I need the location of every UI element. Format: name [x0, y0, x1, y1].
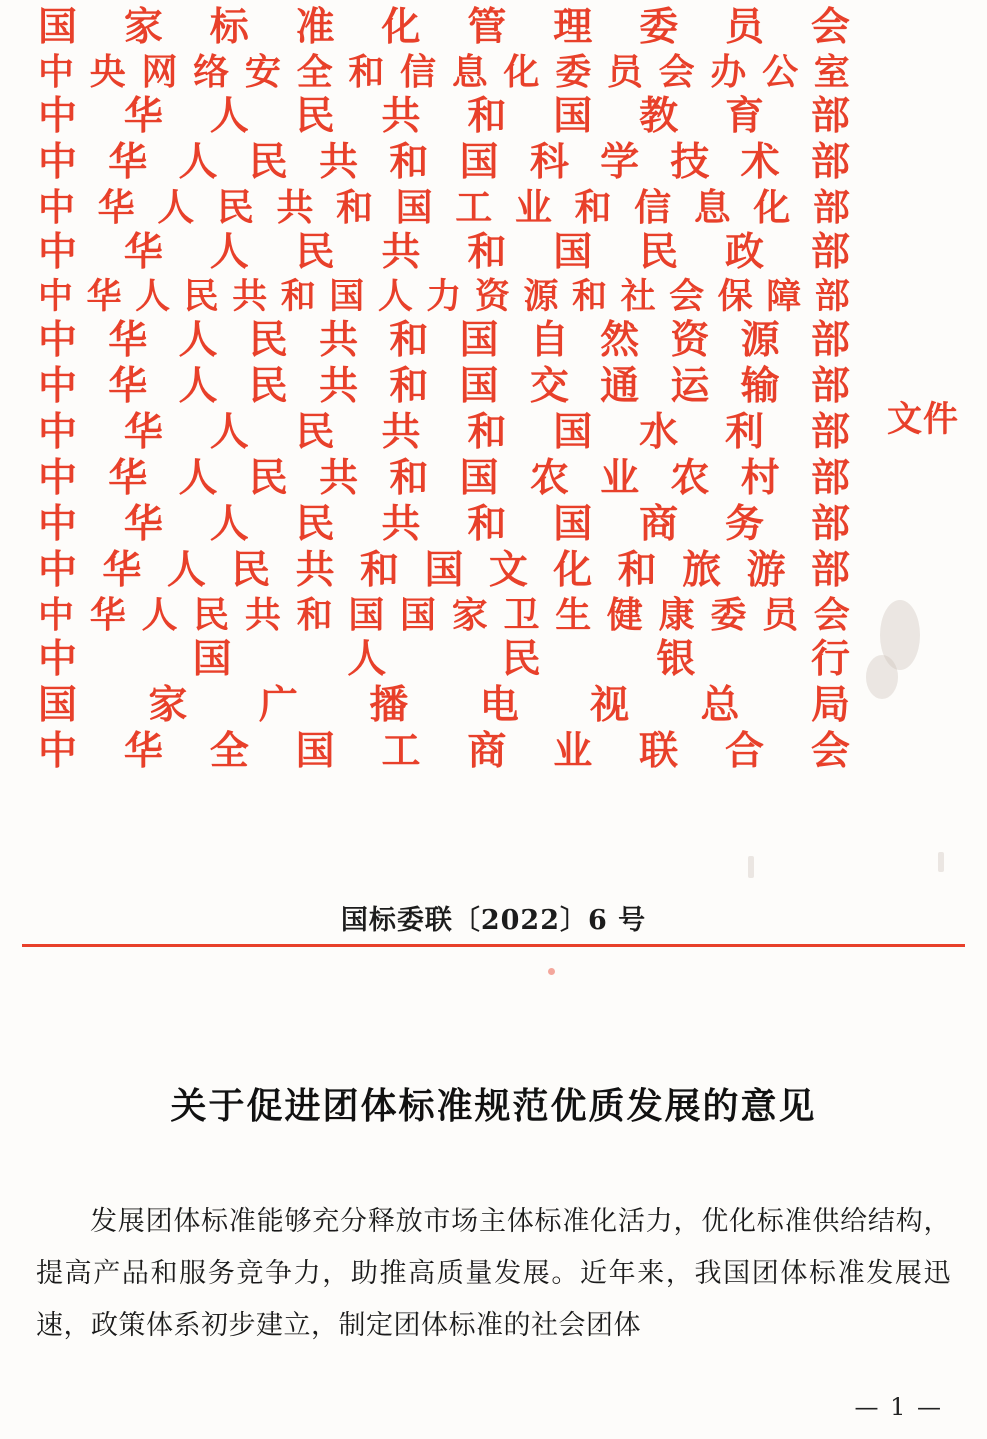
document-number: 国标委联〔2022〕6 号	[340, 905, 647, 936]
letterhead-line-17: 中 华 全 国 工 商 业 联 合 会	[38, 728, 850, 774]
letterhead-line-11: 中 华 人 民 共 和 国 农 业 农 村 部	[38, 455, 850, 501]
red-divider	[22, 944, 965, 947]
letterhead-side-label: 文件	[886, 399, 959, 440]
letterhead-line-1: 国 家 标 准 化 管 理 委 员 会	[38, 4, 850, 50]
letterhead-block	[0, 4, 987, 778]
letterhead-line-15: 中 国 人 民 银 行	[38, 636, 850, 682]
letterhead-line-4: 中 华 人 民 共 和 国 科 学 技 术 部	[38, 139, 850, 185]
body-paragraph-1: 发展团体标准能够充分释放市场主体标准化活力，优化标准供给结构，提高产品和服务竞争力，助推高质量发展。近年来，我国团体标准发展迅速，政策体系初步建立，制定团体标准的社会团体	[36, 1206, 951, 1341]
letterhead-line-16: 国 家 广 播 电 视 总 局	[38, 682, 850, 728]
letterhead-line-13: 中 华 人 民 共 和 国 文 化 和 旅 游 部	[38, 547, 850, 593]
scan-artifact	[548, 968, 555, 975]
letterhead-line-14: 中 华 人 民 共 和 国 国 家 卫 生 健 康 委 员 会	[38, 594, 850, 636]
letterhead-line-6: 中 华 人 民 共 和 国 民 政 部	[38, 229, 850, 275]
letterhead-line-10: 中 华 人 民 共 和 国 水 利 部	[38, 409, 850, 455]
letterhead-line-3: 中 华 人 民 共 和 国 教 育 部	[38, 93, 850, 139]
scan-artifact	[938, 852, 944, 872]
page-number: — 1 —	[854, 1393, 943, 1421]
letterhead-line-9: 中 华 人 民 共 和 国 交 通 运 输 部	[38, 363, 850, 409]
letterhead-line-7: 中 华 人 民 共 和 国 人 力 资 源 和 社 会 保 障 部	[38, 276, 850, 317]
scan-artifact	[748, 856, 754, 878]
page-title: 关于促进团体标准规范优质发展的意见	[170, 1085, 817, 1127]
letterhead-line-2: 中 央 网 络 安 全 和 信 息 化 委 员 会 办 公 室	[38, 51, 850, 93]
letterhead-line-8: 中 华 人 民 共 和 国 自 然 资 源 部	[38, 317, 850, 363]
letterhead-line-12: 中 华 人 民 共 和 国 商 务 部	[38, 501, 850, 547]
letterhead-line-5: 中 华 人 民 共 和 国 工 业 和 信 息 化 部	[38, 185, 850, 229]
body-text	[36, 1196, 951, 1352]
